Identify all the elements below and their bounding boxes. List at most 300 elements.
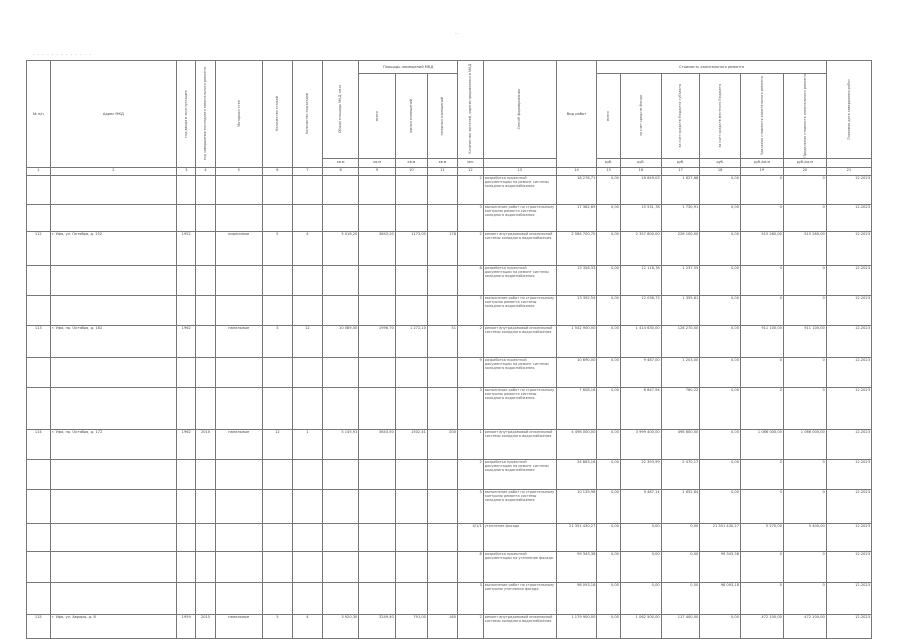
floors-cell [262, 459, 292, 489]
address-cell [50, 523, 177, 551]
entrances-cell [292, 295, 322, 325]
header-residents: Количество жителей, зарегистрированных в МКД [458, 61, 484, 159]
cost-federal-cell: 0,00 [597, 387, 621, 429]
cost-total-cell: 4 496 000,00 [556, 429, 597, 459]
area-nonresidential-cell: 1 272,10 [395, 325, 427, 357]
max-cost-cell: 515 260,00 [783, 231, 826, 265]
work-code-cell: 2 [458, 459, 484, 489]
column-number: 17 [661, 167, 700, 175]
unit-blank [483, 158, 556, 167]
year-commissioning-cell [177, 582, 196, 614]
unit-cost-cell: 1 066 000,00 [741, 429, 784, 459]
row-number: 114 [27, 429, 51, 459]
year-commissioning-cell [177, 357, 196, 387]
max-cost-cell: 0 [783, 295, 826, 325]
cost-total-cell: 10 690,00 [556, 357, 597, 387]
cost-owners-cell: 0,00 [700, 614, 741, 638]
residents-cell [427, 387, 457, 429]
deadline-cell: 12.2023 [826, 265, 871, 295]
area-residential-cell [359, 523, 395, 551]
cost-total-cell: 7 608,16 [556, 387, 597, 429]
wall-material-cell: панельные [215, 325, 262, 357]
header-max-cost: Предельная стоимость капитального ремонта [783, 74, 826, 159]
cost-local-cell: 0,00 [661, 551, 700, 582]
unit-people: чел. [458, 158, 484, 167]
address-cell [50, 175, 177, 204]
cost-owners-cell: 0,00 [700, 357, 741, 387]
column-number: 9 [359, 167, 395, 175]
cost-total-cell: 2 584 700,70 [556, 231, 597, 265]
area-residential-cell [359, 295, 395, 325]
row-number [27, 489, 51, 523]
max-cost-cell: 0 [783, 265, 826, 295]
row-number [27, 387, 51, 429]
year-last-repair-cell [196, 523, 215, 551]
area-residential-cell [359, 175, 395, 204]
column-number: 10 [395, 167, 427, 175]
year-commissioning-cell [177, 387, 196, 429]
area-nonresidential-cell [395, 204, 427, 231]
header-unit-cost: Удельная стоимость капитального ремонта [741, 74, 784, 159]
area-nonresidential-cell [395, 551, 427, 582]
cost-local-cell: 117 400,00 [661, 614, 700, 638]
header-n: № п/п [27, 61, 51, 168]
address-cell [50, 357, 177, 387]
table-body [27, 175, 872, 638]
year-commissioning-cell [177, 459, 196, 489]
area-residential-cell: 3249,40 [359, 614, 395, 638]
table-row [27, 175, 872, 204]
total-area-cell [322, 204, 358, 231]
max-cost-cell: 0 [783, 489, 826, 523]
work-type-cell: ремонт внутридомовой инженерной системы холодного водоснабжения [483, 325, 556, 357]
row-number: 112 [27, 231, 51, 265]
cost-regional-cell: 3 999 400,00 [620, 429, 661, 459]
work-code-cell: 3 [458, 204, 484, 231]
total-area-cell [322, 357, 358, 387]
cost-total-cell: 1 179 900,00 [556, 614, 597, 638]
cost-local-cell: 1 627,68 [661, 175, 700, 204]
area-residential-cell [359, 204, 395, 231]
floors-cell: 5 [262, 614, 292, 638]
cost-total-cell: 13 356,33 [556, 265, 597, 295]
entrances-cell [292, 387, 322, 429]
address-cell [50, 387, 177, 429]
wall-material-cell [215, 489, 262, 523]
column-number: 14 [556, 167, 597, 175]
cost-federal-cell: 0,00 [597, 551, 621, 582]
cost-federal-cell: 0,00 [597, 582, 621, 614]
entrances-cell [292, 582, 322, 614]
work-type-cell: разработка проектной документации на ремонт системы холодного водоснабжения [483, 459, 556, 489]
column-number: 1 [27, 167, 51, 175]
cost-regional-cell: 0,00 [620, 523, 661, 551]
column-number: 8 [322, 167, 358, 175]
unit-cost-cell: 472 100,00 [741, 614, 784, 638]
cost-local-cell: 1 730,91 [661, 204, 700, 231]
cost-federal-cell: 0,00 [597, 265, 621, 295]
cost-owners-cell: 0,00 [700, 459, 741, 489]
work-code-cell: 3 [458, 295, 484, 325]
column-number: 4 [196, 167, 215, 175]
area-nonresidential-cell [395, 357, 427, 387]
year-last-repair-cell [196, 204, 215, 231]
residents-cell [427, 175, 457, 204]
address-cell [50, 459, 177, 489]
column-number: 6 [262, 167, 292, 175]
table-row [27, 325, 872, 357]
area-residential-cell: 3643,50 [359, 429, 395, 459]
cost-regional-cell: 9 487,00 [620, 357, 661, 387]
unit-cost-cell: 0 [741, 387, 784, 429]
unit-cost-cell: 0 [741, 204, 784, 231]
table-row [27, 231, 872, 265]
floors-cell [262, 551, 292, 582]
cost-local-cell: 2 470,17 [661, 459, 700, 489]
cost-owners-cell: 0,00 [700, 204, 741, 231]
residents-cell: 51 [427, 325, 457, 357]
year-last-repair-cell: 2010 [196, 429, 215, 459]
entrances-cell: 4 [292, 614, 322, 638]
residents-cell: 160 [427, 614, 457, 638]
wall-material-cell [215, 523, 262, 551]
table-row [27, 459, 872, 489]
column-number: 7 [292, 167, 322, 175]
work-type-cell: выполнение работ по строительному контролю ремонта системы холодного водоснабжения [483, 387, 556, 429]
unit-cost-cell: 0 [741, 582, 784, 614]
cost-local-cell: 760,22 [661, 387, 700, 429]
work-type-cell: ремонт внутридомовой инженерной системы холодного водоснабжения [483, 429, 556, 459]
header-scribble: - - - - - - - - - - - - - [33, 52, 93, 57]
year-commissioning-cell [177, 265, 196, 295]
header-cost-local: за счет средств местного бюджета [700, 74, 741, 159]
unit-area-3: кв.м [395, 158, 427, 167]
cost-total-cell: 10 139,98 [556, 489, 597, 523]
floors-cell [262, 295, 292, 325]
cost-regional-cell: 12 036,73 [620, 295, 661, 325]
floors-cell [262, 357, 292, 387]
work-code-cell: 3 [458, 387, 484, 429]
header-address: Адрес МКД [50, 61, 177, 168]
area-nonresidential-cell [395, 459, 427, 489]
header-cost-group: Стоимость капитального ремонта [597, 61, 826, 74]
year-commissioning-cell [177, 489, 196, 523]
cost-regional-cell: 1 414 630,00 [620, 325, 661, 357]
address-cell [50, 551, 177, 582]
floors-cell [262, 489, 292, 523]
row-number [27, 295, 51, 325]
header-cost-total: всего [597, 74, 621, 159]
header-wall-material: Материал стен [215, 61, 262, 168]
address-cell: г. Уфа, пр. Октября, д. 162 [50, 325, 177, 357]
work-code-cell: 2 [458, 325, 484, 357]
cost-owners-cell: 21 351 430,27 [700, 523, 741, 551]
cost-local-cell: 0,00 [661, 523, 700, 551]
cost-federal-cell: 0,00 [597, 429, 621, 459]
column-number: 3 [177, 167, 196, 175]
column-number: 2 [50, 167, 177, 175]
unit-cost-cell: 5 270,00 [741, 523, 784, 551]
unit-rub-4: руб. [700, 158, 741, 167]
table-row [27, 551, 872, 582]
area-residential-cell: 3843,20 [359, 231, 395, 265]
cost-federal-cell: 0,00 [597, 459, 621, 489]
entrances-cell [292, 459, 322, 489]
total-area-cell [322, 295, 358, 325]
deadline-cell: 12.2023 [826, 204, 871, 231]
unit-rub-sqm-2: руб./кв.м [783, 158, 826, 167]
table-row [27, 357, 872, 387]
residents-cell [427, 295, 457, 325]
residents-cell [427, 551, 457, 582]
year-commissioning-cell [177, 204, 196, 231]
total-area-cell: 5 016,20 [322, 231, 358, 265]
cost-local-cell: 1 203,00 [661, 357, 700, 387]
area-residential-cell [359, 459, 395, 489]
header-mark: .. [455, 30, 459, 36]
year-commissioning-cell [177, 295, 196, 325]
header-floors: Количество этажей [262, 61, 292, 168]
cost-regional-cell: 9 487,14 [620, 489, 661, 523]
work-type-cell: разработка проектной документации на ремонт системы холодного водоснабжения [483, 265, 556, 295]
work-type-cell: ремонт внутридомовой инженерной системы холодного водоснабжения [483, 614, 556, 638]
cost-total-cell: 99 343,38 [556, 551, 597, 582]
area-nonresidential-cell [395, 295, 427, 325]
deadline-cell: 12.2023 [826, 429, 871, 459]
table-row [27, 614, 872, 638]
row-number [27, 204, 51, 231]
residents-cell [427, 265, 457, 295]
work-code-cell: 9 [458, 357, 484, 387]
area-residential-cell [359, 357, 395, 387]
cost-federal-cell: 0,00 [597, 231, 621, 265]
year-commissioning-cell: 1962 [177, 429, 196, 459]
year-last-repair-cell [196, 325, 215, 357]
wall-material-cell [215, 265, 262, 295]
max-cost-cell: 0 [783, 175, 826, 204]
wall-material-cell [215, 204, 262, 231]
wall-material-cell [215, 295, 262, 325]
total-area-cell [322, 551, 358, 582]
total-area-cell [322, 523, 358, 551]
residents-cell [427, 357, 457, 387]
total-area-cell [322, 582, 358, 614]
column-number: 18 [700, 167, 741, 175]
entrances-cell: 4 [292, 231, 322, 265]
year-commissioning-cell [177, 551, 196, 582]
row-number [27, 357, 51, 387]
residents-cell: 200 [427, 429, 457, 459]
cost-regional-cell: 6 847,94 [620, 387, 661, 429]
work-type-cell: выполнение работ по строительному контролю ремонта системы холодного водоснабжения [483, 204, 556, 231]
table-row [27, 295, 872, 325]
unit-rub-2: руб. [620, 158, 661, 167]
max-cost-cell: 0 [783, 357, 826, 387]
work-code-cell: 2 [458, 175, 484, 204]
row-number [27, 459, 51, 489]
cost-federal-cell: 0,00 [597, 357, 621, 387]
year-last-repair-cell [196, 582, 215, 614]
cost-total-cell: 18 276,71 [556, 175, 597, 204]
header-area-nonresidential: нежилых помещений [427, 74, 457, 159]
column-number: 15 [597, 167, 621, 175]
entrances-cell [292, 523, 322, 551]
unit-cost-cell: 911 100,00 [741, 325, 784, 357]
address-cell: г. Уфа, пр. Октября, д. 172 [50, 429, 177, 459]
entrances-cell: 1 [292, 429, 322, 459]
deadline-cell: 12.2023 [826, 489, 871, 523]
cost-federal-cell: 0,00 [597, 295, 621, 325]
deadline-cell: 12.2023 [826, 459, 871, 489]
max-cost-cell: 911 100,00 [783, 325, 826, 357]
cost-total-cell: 21 351 430,27 [556, 523, 597, 551]
column-number: 16 [620, 167, 661, 175]
header-area-group: Площадь помещений МКД [359, 61, 458, 74]
wall-material-cell [215, 357, 262, 387]
total-area-cell: 10 089,00 [322, 325, 358, 357]
deadline-cell: 12.2023 [826, 175, 871, 204]
floors-cell [262, 387, 292, 429]
cost-owners-cell: 0,00 [700, 325, 741, 357]
unit-cost-cell: 0 [741, 175, 784, 204]
cost-regional-cell: 16 649,03 [620, 175, 661, 204]
cost-local-cell: 226 100,00 [661, 231, 700, 265]
header-year-commissioning: год ввода в эксплуатацию [177, 61, 196, 168]
column-number: 11 [427, 167, 457, 175]
deadline-cell: 12.2023 [826, 523, 871, 551]
area-nonresidential-cell [395, 489, 427, 523]
column-number-row [27, 167, 872, 175]
work-type-cell: выполнение работ по строительному контролю ремонта системы холодного водоснабжения [483, 295, 556, 325]
cost-local-cell: 128 270,00 [661, 325, 700, 357]
work-type-cell: ремонт внутридомовой инженерной системы холодного водоснабжения [483, 231, 556, 265]
work-code-cell: 2 [458, 231, 484, 265]
address-cell [50, 489, 177, 523]
column-number: 19 [741, 167, 784, 175]
work-type-cell: выполнение работ по строительному контролю утепления фасада [483, 582, 556, 614]
year-commissioning-cell: 1962 [177, 325, 196, 357]
address-cell: г. Уфа, ул. Авроры, д. 8 [50, 614, 177, 638]
cost-federal-cell: 0,00 [597, 204, 621, 231]
unit-rub-1: руб. [597, 158, 621, 167]
entrances-cell: 12 [292, 325, 322, 357]
max-cost-cell: 1 066 000,00 [783, 429, 826, 459]
total-area-cell [322, 265, 358, 295]
year-last-repair-cell [196, 551, 215, 582]
unit-cost-cell: 0 [741, 357, 784, 387]
work-type-cell: разработка проектной документации на ремонт системы холодного водоснабжения [483, 175, 556, 204]
floors-cell: 12 [262, 429, 292, 459]
cost-local-cell: 0,00 [661, 582, 700, 614]
year-last-repair-cell [196, 295, 215, 325]
residents-cell: 178 [427, 231, 457, 265]
cost-owners-cell: 0,00 [700, 295, 741, 325]
year-commissioning-cell [177, 523, 196, 551]
year-last-repair-cell: 2015 [196, 614, 215, 638]
total-area-cell [322, 175, 358, 204]
cost-local-cell: 496 600,00 [661, 429, 700, 459]
total-area-cell [322, 387, 358, 429]
cost-owners-cell: 0,00 [700, 429, 741, 459]
year-last-repair-cell [196, 387, 215, 429]
column-number: 5 [215, 167, 262, 175]
table-row [27, 429, 872, 459]
max-cost-cell: 0 [783, 204, 826, 231]
work-code-cell: 2 [458, 614, 484, 638]
wall-material-cell [215, 459, 262, 489]
cost-federal-cell: 0,00 [597, 175, 621, 204]
header-work-type: Вид работ [556, 61, 597, 168]
wall-material-cell: панельные [215, 614, 262, 638]
work-code-cell: 3 [458, 489, 484, 523]
table-row [27, 582, 872, 614]
work-type-cell: разработка проектной документации на ремонт системы холодного водоснабжения [483, 357, 556, 387]
wall-material-cell [215, 551, 262, 582]
address-cell [50, 582, 177, 614]
residents-cell [427, 489, 457, 523]
work-type-cell: разработка проектной документации на утепление фасада [483, 551, 556, 582]
deadline-cell: 12.2023 [826, 295, 871, 325]
cost-total-cell: 17 362,69 [556, 204, 597, 231]
year-commissioning-cell [177, 175, 196, 204]
unit-area-4: кв.м [427, 158, 457, 167]
cost-regional-cell: 0,00 [620, 582, 661, 614]
max-cost-cell: 0 [783, 459, 826, 489]
unit-cost-cell: 0 [741, 551, 784, 582]
area-nonresidential-cell [395, 387, 427, 429]
row-number [27, 175, 51, 204]
cost-regional-cell: 2 357 600,00 [620, 231, 661, 265]
cost-regional-cell: 1 062 500,00 [620, 614, 661, 638]
work-code-cell: 4/1/1 [458, 523, 484, 551]
unit-area-1: кв.м [322, 158, 358, 167]
cost-federal-cell: 0,00 [597, 489, 621, 523]
year-last-repair-cell [196, 459, 215, 489]
row-number: 115 [27, 614, 51, 638]
total-area-cell: 3 920,30 [322, 614, 358, 638]
column-number: 20 [783, 167, 826, 175]
address-cell [50, 204, 177, 231]
entrances-cell [292, 175, 322, 204]
cost-federal-cell: 0,00 [597, 523, 621, 551]
floors-cell [262, 265, 292, 295]
area-nonresidential-cell: 1173,00 [395, 231, 427, 265]
residents-cell [427, 459, 457, 489]
wall-material-cell [215, 175, 262, 204]
work-type-cell: утепление фасада [483, 523, 556, 551]
max-cost-cell: 0 [783, 551, 826, 582]
table-row [27, 265, 872, 295]
address-cell: г. Уфа, ул. Октября, д. 152 [50, 231, 177, 265]
total-area-cell: 5 145,91 [322, 429, 358, 459]
cost-owners-cell: 0,00 [700, 387, 741, 429]
deadline-cell: 12.2023 [826, 357, 871, 387]
cost-owners-cell: 0,00 [700, 231, 741, 265]
header-total-area: Общая площадь МКД, кв.м [322, 61, 358, 159]
wall-material-cell [215, 582, 262, 614]
entrances-cell [292, 551, 322, 582]
max-cost-cell: 5 400,00 [783, 523, 826, 551]
unit-cost-cell: 0 [741, 295, 784, 325]
unit-cost-cell: 0 [741, 459, 784, 489]
cost-local-cell: 1 355,81 [661, 295, 700, 325]
row-number [27, 265, 51, 295]
cost-federal-cell: 0,00 [597, 325, 621, 357]
wall-material-cell: кирпичные [215, 231, 262, 265]
work-code-cell: 1 [458, 429, 484, 459]
work-code-cell: 8 [458, 265, 484, 295]
row-number [27, 523, 51, 551]
